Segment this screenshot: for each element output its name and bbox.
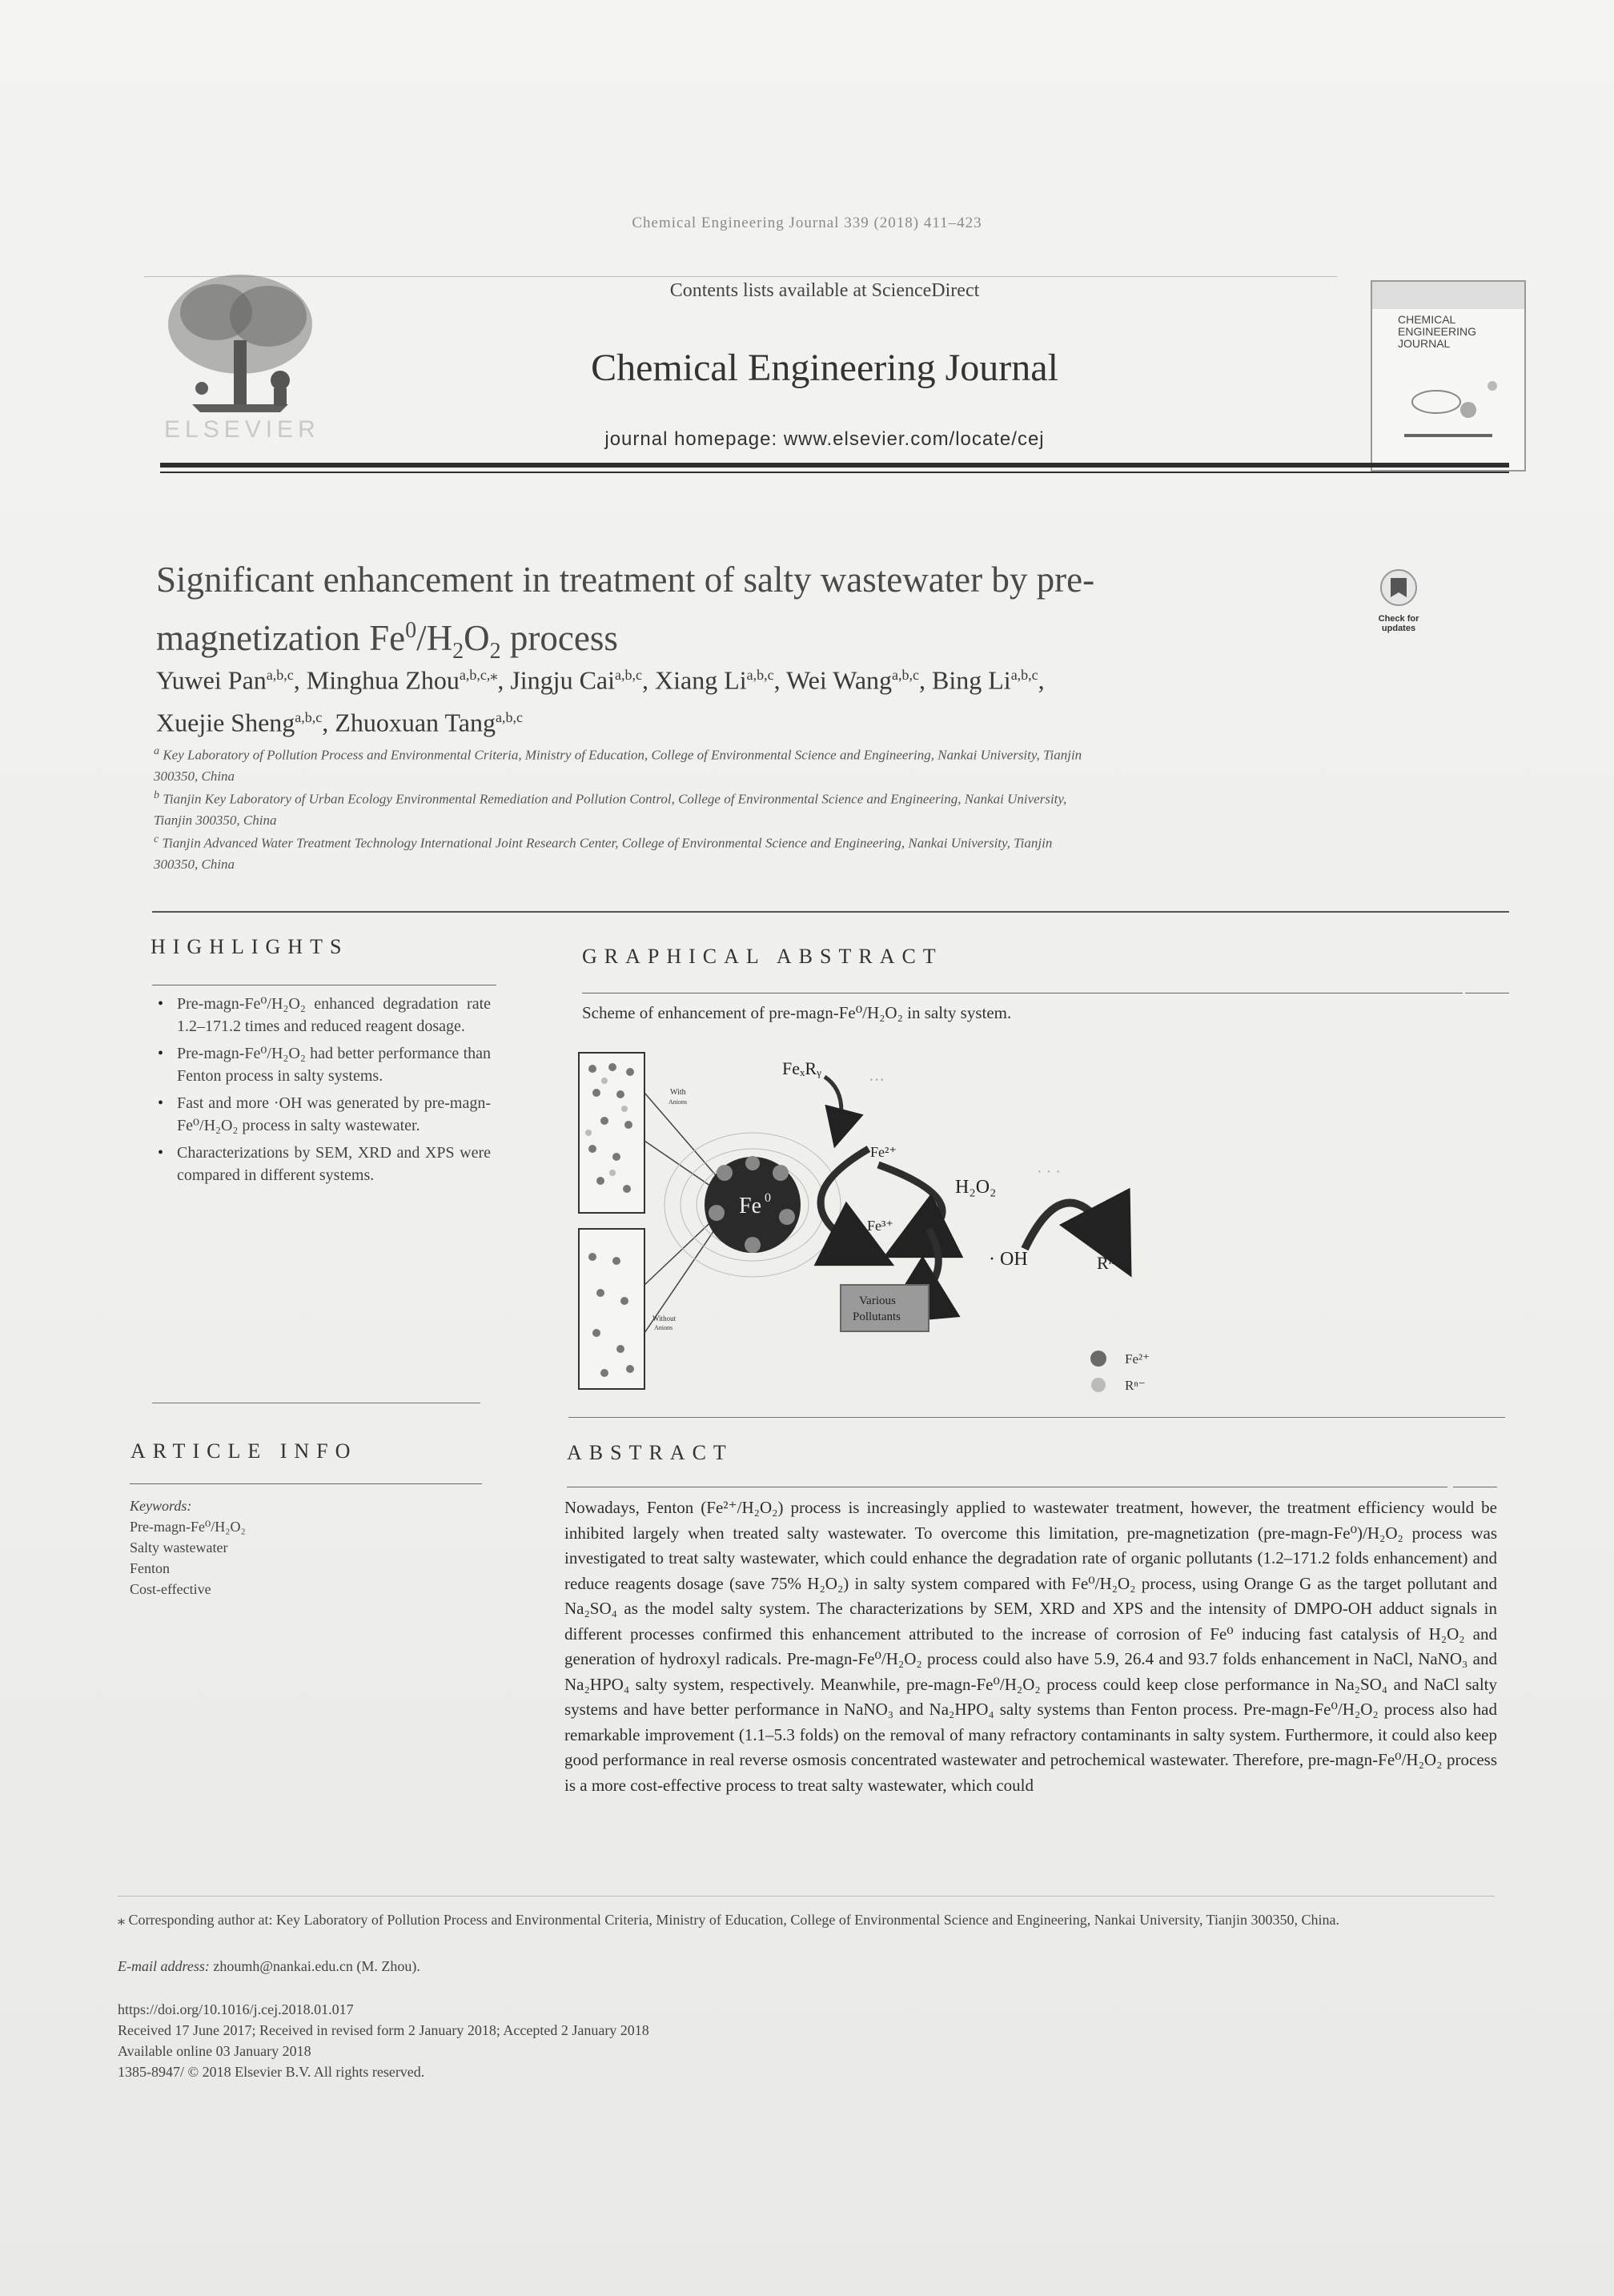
elsevier-tree-logo: [160, 268, 320, 420]
journal-homepage-link[interactable]: journal homepage: www.elsevier.com/locate/cej: [604, 428, 1045, 450]
rm-radical-label: Rᵐ⁻·: [1097, 1253, 1133, 1273]
footnote-rule: [118, 1896, 1495, 1897]
legend-fe-marker: [1090, 1351, 1106, 1367]
email-label: E-mail address:: [118, 1958, 210, 1974]
masthead-thin-rule: [160, 472, 1509, 473]
author-list: [156, 656, 1357, 741]
affiliation-text: 300350, China: [154, 768, 235, 784]
cover-title-line: CHEMICAL: [1398, 313, 1456, 326]
with-anions-label-1: With: [670, 1088, 686, 1097]
keywords-label: Keywords:: [130, 1498, 192, 1514]
keywords-block: [130, 1495, 370, 1600]
legend-r-marker: [1091, 1378, 1106, 1392]
h2o2-label: H₂O₂: [955, 1177, 997, 1198]
author-name[interactable]: Wei Wang: [786, 665, 893, 695]
title-text: magnetization Fe: [156, 618, 406, 658]
oh-radical-label: · OH: [989, 1249, 1028, 1270]
author-affiliation-mark: a,b,c: [615, 667, 642, 683]
radical-arrow: [1025, 1203, 1117, 1250]
title-sup: 0: [405, 618, 417, 643]
fe2-label: Fe²⁺: [870, 1144, 897, 1160]
author-separator: ,: [1038, 665, 1045, 695]
author-separator: ,: [641, 665, 655, 695]
fe3-label: Fe³⁺: [867, 1218, 893, 1234]
fexry-label: FeₓRᵧ: [782, 1058, 821, 1078]
author-separator: ,: [497, 665, 511, 695]
check-for-updates-badge[interactable]: [1367, 568, 1431, 640]
author-affiliation-mark: a,b,c: [295, 708, 323, 725]
title-sub: 2: [452, 639, 464, 664]
received-dates: Received 17 June 2017; Received in revised form 2 January 2018; Accepted 2 January 2018: [118, 2022, 649, 2038]
affiliation-mark: a: [154, 745, 160, 757]
author-affiliation-mark: a,b,c: [266, 667, 294, 683]
legend-r-label: Rⁿ⁻: [1125, 1378, 1146, 1393]
check-updates-line: Check for: [1378, 614, 1419, 624]
legend-fe-label: Fe²⁺: [1125, 1351, 1150, 1367]
article-info-rule: [130, 1483, 482, 1484]
keyword: Cost-effective: [130, 1581, 211, 1597]
highlights-heading: HIGHLIGHTS: [151, 935, 349, 958]
cover-illustration: [1388, 370, 1508, 458]
various-pollutants-box: [841, 1285, 929, 1331]
affiliation-text: Tianjin 300350, China: [154, 812, 277, 828]
author-separator: ,: [773, 665, 787, 695]
title-text: O: [464, 618, 490, 658]
author-separator: ,: [322, 708, 335, 737]
ga-bottom-rule: [568, 1417, 1505, 1418]
cover-top-band: [1372, 282, 1524, 309]
highlights-list: [155, 993, 491, 1191]
title-text: /H: [416, 618, 453, 658]
doi-link[interactable]: https://doi.org/10.1016/j.cej.2018.01.017: [118, 2001, 354, 2017]
fe0-label-sup: 0: [765, 1191, 771, 1205]
without-anions-label-2: Anions: [654, 1324, 673, 1331]
fe0-label: Fe: [739, 1194, 761, 1218]
bookmark-icon: [1367, 568, 1431, 610]
author-affiliation-mark: a,b,c: [892, 667, 920, 683]
header-thin-rule: [144, 276, 1337, 277]
online-date: Available online 03 January 2018: [118, 2043, 311, 2059]
affiliation-mark: c: [154, 833, 159, 845]
author-name[interactable]: Xiang Li: [654, 665, 747, 695]
with-anions-beaker: [579, 1053, 644, 1213]
keyword: Pre-magn-Fe⁰/H₂O₂: [130, 1519, 246, 1535]
graphical-abstract-heading: GRAPHICAL ABSTRACT: [582, 945, 943, 968]
with-anions-label-2: Anions: [668, 1098, 688, 1106]
contents-line: Contents lists available at ScienceDirect: [669, 280, 980, 301]
check-updates-line: updates: [1381, 624, 1416, 633]
author-affiliation-mark: a,b,c: [1010, 667, 1038, 683]
cover-title-line: ENGINEERING: [1398, 325, 1477, 338]
affiliation-text: Tianjin Key Laboratory of Urban Ecology Environmental Remediation and Pollution Control, College of Environmental Science and Engineering, Nankai University,: [163, 791, 1067, 807]
cover-title: [1398, 314, 1476, 350]
dotted-decoration: · · ·: [1037, 1163, 1061, 1181]
affiliation-text: Key Laboratory of Pollution Process and Environmental Criteria, Ministry of Education, College of Environmental Science and Engineering, Nankai University, Tianjin: [163, 747, 1082, 763]
highlight-item: • Characterizations by SEM, XRD and XPS were compared in different systems.: [155, 1142, 491, 1186]
fe-cycle-arrow: [821, 1149, 869, 1253]
abstract-heading: ABSTRACT: [567, 1441, 733, 1464]
author-name[interactable]: Zhuoxuan Tang: [335, 708, 496, 737]
running-header: Chemical Engineering Journal 339 (2018) 411–423: [632, 215, 982, 231]
highlight-item: • Pre-magn-Fe⁰/H₂O₂ enhanced degradation rate 1.2–171.2 times and reduced reagent dosage.: [155, 993, 491, 1038]
cover-title-line: JOURNAL: [1398, 337, 1451, 350]
graphical-abstract-figure: [572, 1045, 1373, 1397]
pollutants-label-1: Various: [859, 1295, 896, 1307]
affiliation-text: Tianjin Advanced Water Treatment Technology International Joint Research Center, College of Environmental Science and Engineering, Nankai University, Tianjin: [162, 835, 1053, 851]
without-anions-label-1: Without: [652, 1315, 677, 1323]
email-address[interactable]: zhoumh@nankai.edu.cn (M. Zhou).: [209, 1958, 420, 1974]
author-separator: ,: [919, 665, 933, 695]
check-for-updates-text: [1367, 614, 1431, 633]
title-sub: 2: [489, 639, 501, 664]
author-name[interactable]: Yuwei Pan: [156, 665, 267, 695]
affiliation: [154, 741, 1355, 787]
elsevier-wordmark: ELSEVIER: [164, 416, 320, 443]
abstract-text: Nowadays, Fenton (Fe²⁺/H₂O₂) process is increasingly applied to wastewater treatment, however, the treatment efficiency would be inhibited largely when treated salty wastewater. To overcome this limitation, pre-magnetization (pre-magn-Fe⁰)/H₂O₂ process was investigated to treat salty wastewater, which could enhance the degradation rate of organic pollutants (1.2–171.2 folds enhancement) and reduce reagents dosage (save 75% H₂O₂) in salty system compared with Fe⁰/H₂O₂ process, using Orange G as the target pollutant and Na₂SO₄ as the model salty system. The characterizations by SEM, XRD and XPS and the intensity of DMPO-OH adduct signals in different processes confirmed this enhancement attributed to the increase of corrosion of Fe⁰ inducing fast catalysis of H₂O₂ and generation of hydroxyl radicals. Pre-magn-Fe⁰/H₂O₂ process could also have 5.9, 26.4 and 93.7 folds enhancement in NaCl, NaNO₃ and Na₂HPO₄ salty system, respectively. Meanwhile, pre-magn-Fe⁰/H₂O₂ process could keep close performance in Na₂SO₄ and NaCl salty systems and have better performance in NaNO₃ and Na₂HPO₄ salty systems than Fenton process. Pre-magn-Fe⁰/H₂O₂ process also had remarkable improvement (1.1–5.3 folds) on the removal of many refractory contaminants in salty system. Furthermore, it could also keep good performance in real reverse osmosis concentrated wastewater and petrochemical wastewater. Therefore, pre-magn-Fe⁰/H₂O₂ process is a more cost-effective process to treat salty wastewater, which could: [564, 1498, 1497, 1795]
fexry-arrow: [825, 1077, 841, 1133]
affiliation-text: 300350, China: [154, 856, 235, 872]
copyright: 1385-8947/ © 2018 Elsevier B.V. All rights reserved.: [118, 2064, 425, 2080]
section-divider: [152, 911, 1509, 913]
keyword: Fenton: [130, 1560, 171, 1576]
journal-cover-thumbnail: [1371, 280, 1526, 472]
highlight-item: • Pre-magn-Fe⁰/H₂O₂ had better performance than Fenton process in salty systems.: [155, 1042, 491, 1087]
author-name[interactable]: Jingju Cai: [510, 665, 615, 695]
title-text: process: [500, 618, 618, 658]
affiliation: [154, 785, 1355, 831]
masthead-thick-rule: [160, 463, 1509, 468]
dotted-decoration: ⋯: [869, 1071, 885, 1089]
affiliation: [154, 829, 1355, 875]
author-separator: ,: [293, 665, 307, 695]
article-info-heading: ARTICLE INFO: [130, 1439, 358, 1463]
email-note: [118, 1956, 1495, 1977]
journal-title: Chemical Engineering Journal: [591, 347, 1058, 389]
corresponding-author-note: ⁎ Corresponding author at: Key Laboratory of Pollution Process and Environmental Criteria, Ministry of Education, College of Environmental Science and Engineering, Nankai University, Tianjin 300350, China.: [118, 1912, 1340, 1928]
article-title-line: Significant enhancement in treatment of salty wastewater by pre-: [156, 560, 1095, 600]
author-affiliation-mark: a,b,c: [495, 708, 523, 725]
pollutants-label-2: Pollutants: [853, 1311, 901, 1323]
without-anions-beaker: [579, 1229, 644, 1389]
keyword: Salty wastewater: [130, 1539, 228, 1555]
author-affiliation-mark: a,b,c,⁎: [459, 667, 498, 683]
graphical-abstract-caption: Scheme of enhancement of pre-magn-Fe⁰/H₂O₂ in salty system.: [582, 1003, 1012, 1022]
highlight-item: • Fast and more ·OH was generated by pre-magn-Fe⁰/H₂O₂ process in salty wastewater.: [155, 1092, 491, 1137]
affiliation-mark: b: [154, 789, 160, 801]
author-name[interactable]: Minghua Zhou: [306, 665, 460, 695]
author-affiliation-mark: a,b,c: [746, 667, 774, 683]
author-name[interactable]: Bing Li: [932, 665, 1011, 695]
author-name[interactable]: Xuejie Sheng: [156, 708, 295, 737]
publication-info: [118, 1999, 1078, 2082]
